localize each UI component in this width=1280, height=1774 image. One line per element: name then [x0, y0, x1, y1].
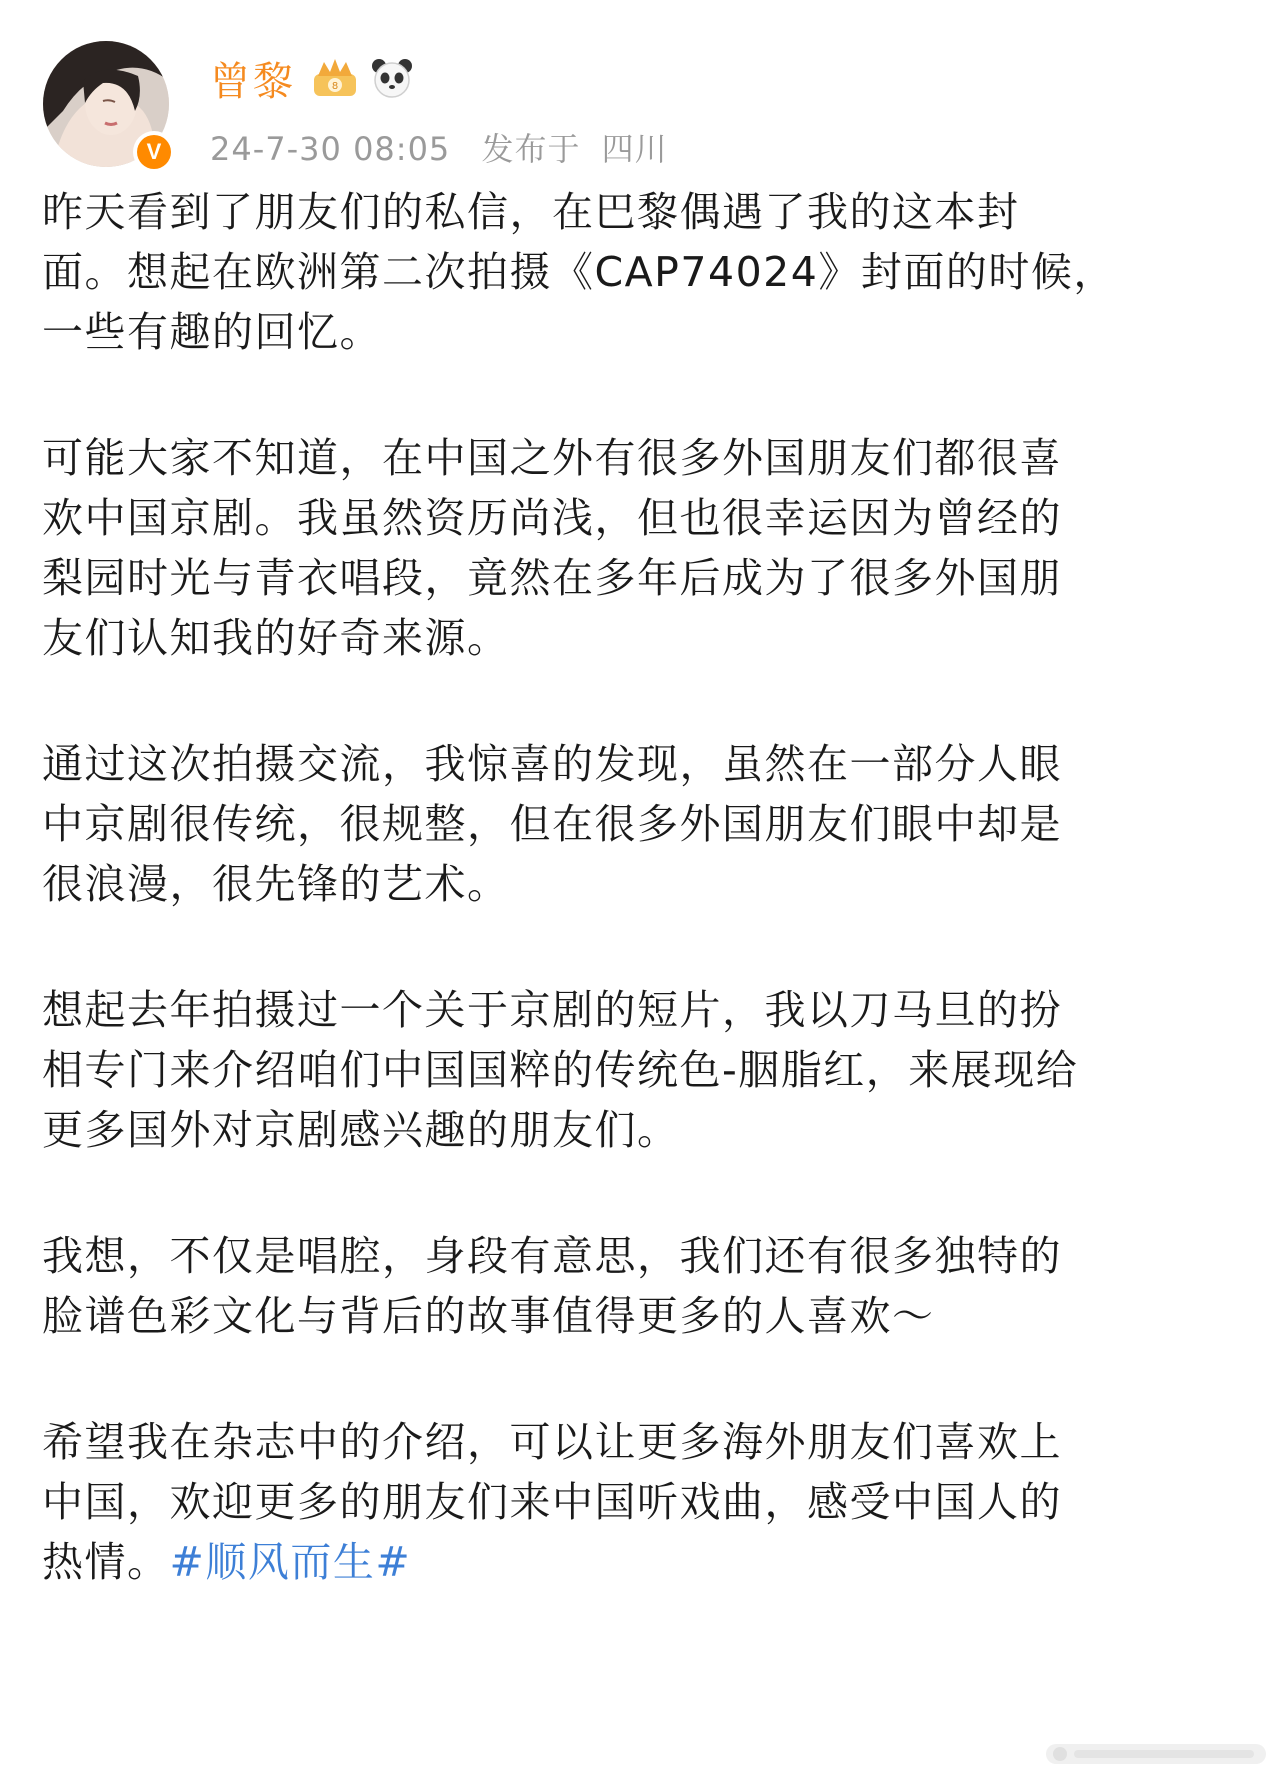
verified-badge: [133, 131, 175, 173]
post-paragraph: 我想，不仅是唱腔，身段有意思，我们还有很多独特的 脸谱色彩文化与背后的故事值得更多的人喜欢～: [42, 1232, 1062, 1340]
post-header: [40, 36, 1240, 176]
avatar[interactable]: [43, 41, 169, 167]
post-paragraph: 可能大家不知道，在中国之外有很多外国朋友们都很喜 欢中国京剧。我虽然资历尚浅，但也很幸运因为曾经的 梨园时光与青衣唱段，竟然在多年后成为了很多外国朋 友们认知我的好奇来源。: [42, 434, 1062, 662]
panda-icon[interactable]: [370, 56, 414, 100]
crown-icon[interactable]: [310, 56, 360, 100]
post-paragraph: 昨天看到了朋友们的私信，在巴黎偶遇了我的这本封 面。想起在欧洲第二次拍摄《CAP74024》封面的时候， 一些有趣的回忆。: [42, 188, 1116, 356]
watermark-logo: [1046, 1740, 1266, 1768]
post-timestamp: 24-7-30 08:05: [210, 130, 451, 168]
svg-text:8: 8: [331, 81, 339, 92]
post-paragraph-text: 希望我在杂志中的介绍，可以让更多海外朋友们喜欢上 中国，欢迎更多的朋友们来中国听戏曲，感受中国人的 热情。: [42, 1418, 1062, 1586]
hashtag-link[interactable]: #顺风而生#: [169, 1538, 412, 1586]
author-name[interactable]: 曾黎: [210, 58, 296, 105]
post-paragraph-last: [42, 1412, 1262, 1592]
post-meta: [210, 124, 668, 170]
location-prefix: 发布于: [481, 130, 581, 168]
post-location[interactable]: 四川: [601, 130, 668, 168]
post-paragraph: 通过这次拍摄交流，我惊喜的发现，虽然在一部分人眼 中京剧很传统，很规整，但在很多外国朋友们眼中却是 很浪漫，很先锋的艺术。: [42, 740, 1062, 908]
verified-v-icon: V: [137, 135, 171, 169]
author-row: [210, 48, 414, 108]
post-paragraph: 想起去年拍摄过一个关于京剧的短片，我以刀马旦的扮 相专门来介绍咱们中国国粹的传统色-胭脂红，来展现给 更多国外对京剧感兴趣的朋友们。: [42, 986, 1079, 1154]
post-body: [42, 182, 1262, 1592]
